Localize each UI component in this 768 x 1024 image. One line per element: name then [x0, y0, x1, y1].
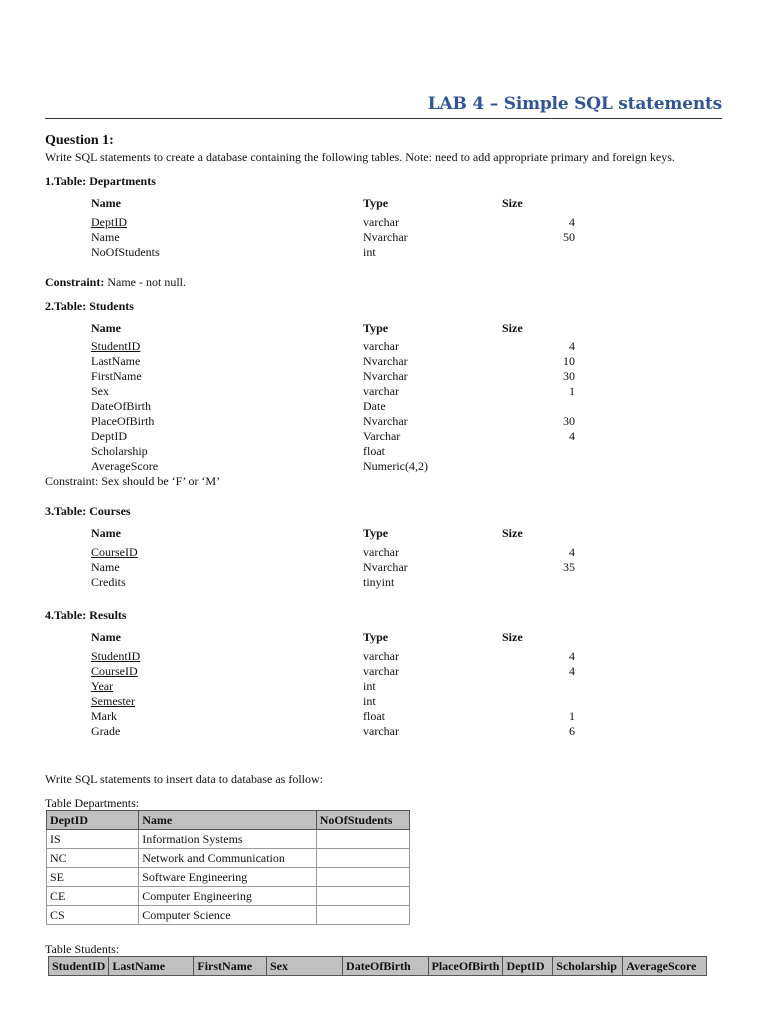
field-type: int: [363, 679, 376, 693]
students-col-size: Size: [502, 321, 523, 335]
field-name: Year: [91, 679, 114, 693]
field-size: 4: [569, 545, 575, 559]
field-name: CourseID: [91, 664, 138, 678]
column-header: DeptID: [47, 811, 139, 830]
table-cell: NC: [47, 849, 139, 868]
field-size: 4: [569, 429, 575, 443]
field-type: varchar: [363, 664, 399, 678]
column-header: NoOfStudents: [316, 811, 409, 830]
column-header: Name: [139, 811, 316, 830]
page-title: LAB 4 – Simple SQL statements: [427, 94, 722, 114]
field-type: varchar: [363, 215, 399, 229]
field-size: 6: [569, 724, 575, 738]
table-header-row: [47, 811, 410, 830]
field-type: Nvarchar: [363, 560, 408, 574]
table-cell: [316, 830, 409, 849]
field-type: Nvarchar: [363, 369, 408, 383]
students-caption: Table Students:: [45, 942, 120, 956]
courses-col-size: Size: [502, 526, 523, 540]
field-name: AverageScore: [91, 459, 159, 473]
column-header: Sex: [266, 957, 342, 976]
table-cell: [316, 887, 409, 906]
table-cell: Network and Communication: [139, 849, 316, 868]
departments-col-type: Type: [363, 196, 389, 210]
field-size: 10: [563, 354, 575, 368]
constraint-text: Name - not null.: [107, 275, 186, 289]
table-cell: [316, 868, 409, 887]
field-name: LastName: [91, 354, 141, 368]
field-size: 50: [563, 230, 575, 244]
field-name: DeptID: [91, 215, 127, 229]
column-header: LastName: [109, 957, 194, 976]
insert-intro: Write SQL statements to insert data to database as follow:: [45, 772, 323, 786]
departments-col-size: Size: [502, 196, 523, 210]
departments-constraint: [45, 275, 186, 290]
table-row: [47, 868, 410, 887]
field-name: Semester: [91, 694, 135, 708]
table-row: [47, 849, 410, 868]
field-type: varchar: [363, 545, 399, 559]
students-constraint: Constraint: Sex should be ‘F’ or ‘M’: [45, 474, 221, 488]
table-row: [47, 887, 410, 906]
field-name: Mark: [91, 709, 117, 723]
field-name: DeptID: [91, 429, 127, 443]
field-type: varchar: [363, 339, 399, 353]
title-rule: [45, 118, 722, 119]
field-type: Varchar: [363, 429, 401, 443]
results-col-name: Name: [91, 630, 121, 644]
field-name: DateOfBirth: [91, 399, 151, 413]
departments-col-name: Name: [91, 196, 121, 210]
field-type: Date: [363, 399, 386, 413]
column-header: PlaceOfBirth: [428, 957, 503, 976]
students-heading: 2.Table: Students: [45, 299, 134, 313]
field-size: 4: [569, 339, 575, 353]
field-type: int: [363, 245, 376, 259]
field-name: Grade: [91, 724, 121, 738]
students-col-type: Type: [363, 321, 389, 335]
students-data-table: [48, 956, 707, 976]
table-cell: Computer Science: [139, 906, 316, 925]
field-type: varchar: [363, 724, 399, 738]
results-col-type: Type: [363, 630, 389, 644]
field-name: Sex: [91, 384, 109, 398]
table-cell: CE: [47, 887, 139, 906]
field-size: 35: [563, 560, 575, 574]
departments-data-table: [46, 810, 410, 925]
column-header: StudentID: [49, 957, 109, 976]
field-name: Scholarship: [91, 444, 148, 458]
table-row: [47, 830, 410, 849]
column-header: AverageScore: [623, 957, 707, 976]
column-header: DateOfBirth: [343, 957, 428, 976]
table-cell: Software Engineering: [139, 868, 316, 887]
question-intro: Write SQL statements to create a database containing the following tables. Note: need to add appropriate primary and foreign keys.: [45, 150, 675, 164]
results-heading: 4.Table: Results: [45, 608, 127, 622]
field-name: StudentID: [91, 339, 141, 353]
table-row: [47, 906, 410, 925]
field-size: 4: [569, 215, 575, 229]
field-type: Nvarchar: [363, 414, 408, 428]
results-col-size: Size: [502, 630, 523, 644]
field-name: Name: [91, 230, 120, 244]
field-type: float: [363, 444, 385, 458]
field-size: 4: [569, 664, 575, 678]
column-header: FirstName: [194, 957, 267, 976]
students-col-name: Name: [91, 321, 121, 335]
table-cell: SE: [47, 868, 139, 887]
field-type: varchar: [363, 384, 399, 398]
departments-heading: 1.Table: Departments: [45, 174, 156, 188]
field-type: Numeric(4,2): [363, 459, 428, 473]
table-cell: Computer Engineering: [139, 887, 316, 906]
field-size: 1: [569, 384, 575, 398]
field-size: 4: [569, 649, 575, 663]
field-type: tinyint: [363, 575, 395, 589]
field-name: CourseID: [91, 545, 138, 559]
field-type: varchar: [363, 649, 399, 663]
courses-col-name: Name: [91, 526, 121, 540]
field-type: Nvarchar: [363, 230, 408, 244]
field-name: StudentID: [91, 649, 141, 663]
field-type: float: [363, 709, 385, 723]
table-header-row: [49, 957, 707, 976]
field-name: PlaceOfBirth: [91, 414, 155, 428]
field-size: 1: [569, 709, 575, 723]
field-size: 30: [563, 369, 575, 383]
field-name: NoOfStudents: [91, 245, 160, 259]
table-cell: Information Systems: [139, 830, 316, 849]
table-cell: CS: [47, 906, 139, 925]
question-heading: Question 1:: [45, 133, 114, 148]
field-type: int: [363, 694, 376, 708]
table-cell: [316, 906, 409, 925]
courses-heading: 3.Table: Courses: [45, 504, 131, 518]
field-name: Credits: [91, 575, 126, 589]
column-header: DeptID: [503, 957, 553, 976]
table-cell: [316, 849, 409, 868]
field-size: 30: [563, 414, 575, 428]
departments-caption: Table Departments:: [45, 796, 140, 810]
field-name: Name: [91, 560, 120, 574]
field-type: Nvarchar: [363, 354, 408, 368]
column-header: Scholarship: [553, 957, 623, 976]
field-name: FirstName: [91, 369, 142, 383]
constraint-label: Constraint:: [45, 275, 105, 289]
table-cell: IS: [47, 830, 139, 849]
courses-col-type: Type: [363, 526, 389, 540]
